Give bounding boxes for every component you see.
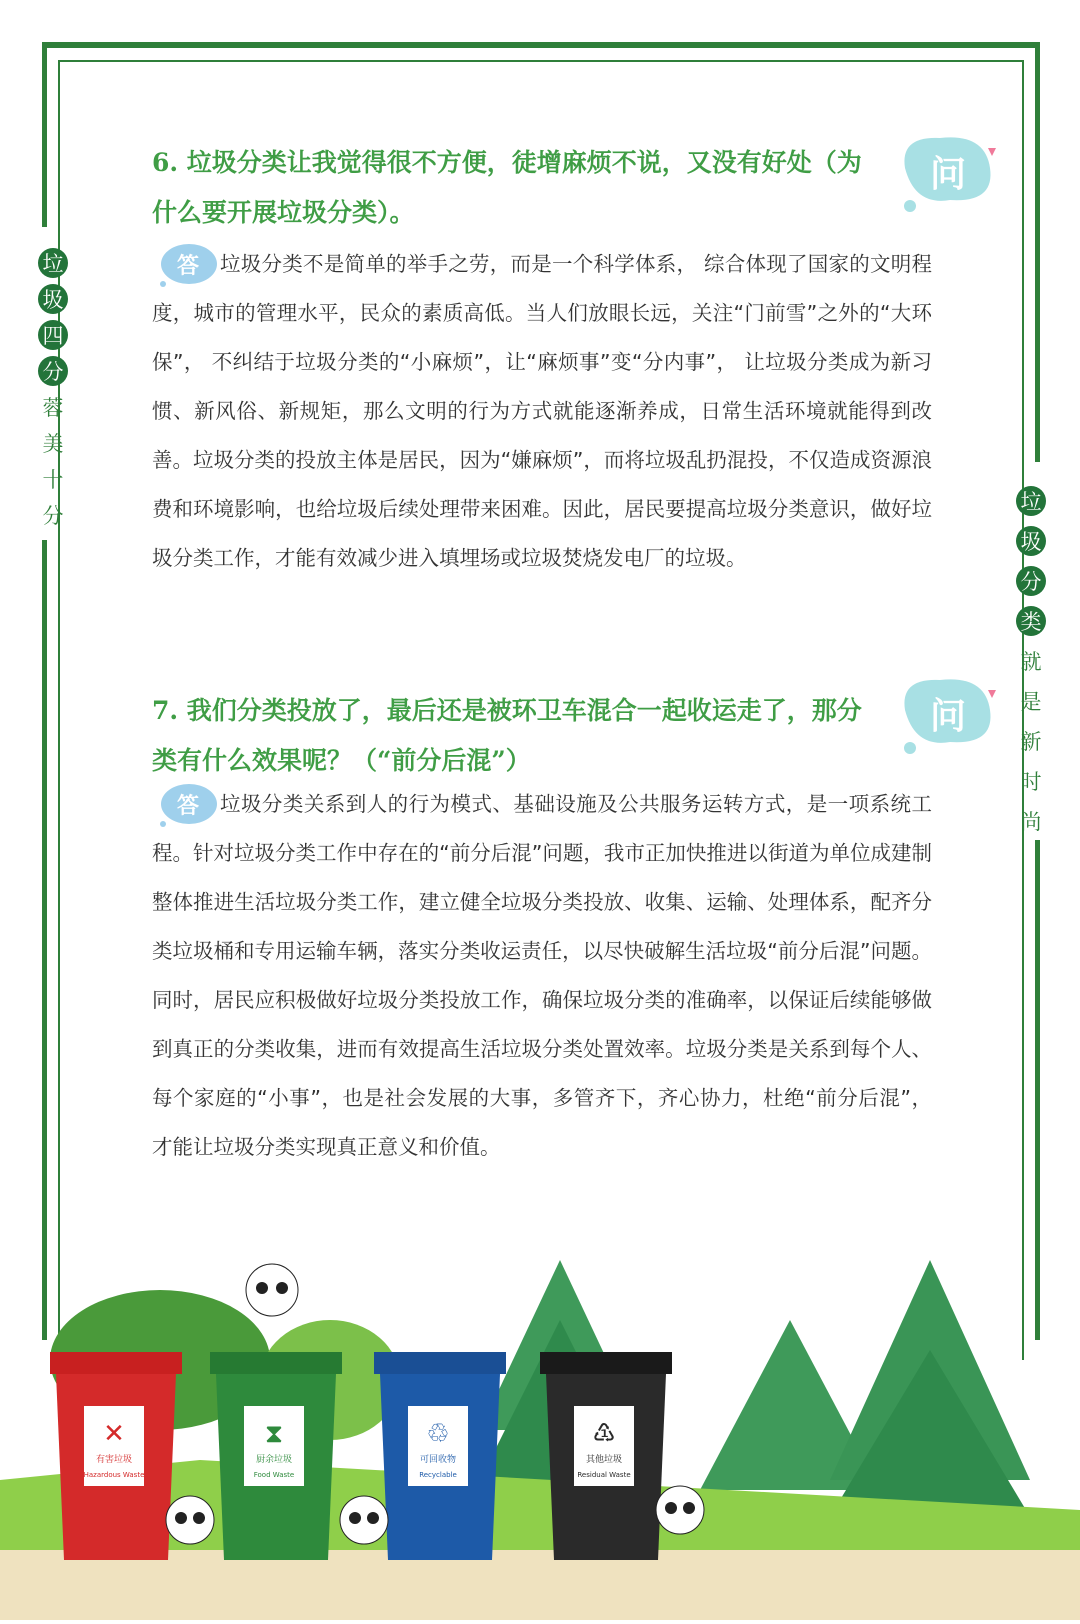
frame-inner-top [58,60,1024,62]
svg-text:✕: ✕ [103,1419,125,1449]
slogan-char: 蓉 [42,396,64,420]
question-badge-icon [890,128,1000,208]
bin-label-en: Food Waste [253,1471,295,1479]
bin-recyclable [374,1352,506,1560]
question-7: 7. 我们分类投放了，最后还是被环卫车混合一起收运走了，那分类有什么效果呢？（“前分后混”） [152,696,862,775]
garbage-bins-scene [0,1230,1080,1620]
svg-text:♲: ♲ [426,1419,450,1449]
slogan-char: 新 [1020,730,1042,754]
answer-6: 垃圾分类不是简单的举手之劳，而是一个科学体系， 综合体现了国家的文明程度，城市的管理水平，民众的素质高低。当人们放眼长远，关注“门前雪”之外的“大环保”， 不纠结于垃圾分类的“小麻烦”，让“麻烦事”变“分内事”， 让垃圾分类成为新习惯、新风俗、新规矩，那么文明的行为方式就能逐渐养成，日常生活环境就能得到改善。垃圾分类的投放主体是居民，因为“嫌麻烦”，而将垃圾乱扔混投，不仅造成资源浪费和环境影响，也给垃圾后续处理带来困难。因此，居民要提高垃圾分类意识，做好垃圾分类工作，才能有效减少进入填埋场或垃圾焚烧发电厂的垃圾。 [152,252,932,570]
frame-right-top [1035,42,1040,462]
slogan-char: 类 [1016,606,1046,636]
bin-label: 有害垃圾 [95,1455,133,1465]
slogan-char: 分 [42,504,64,528]
slogan-char: 就 [1020,650,1042,674]
badge-text: 问 [930,696,967,737]
frame-top [42,42,1040,48]
answer-7: 垃圾分类关系到人的行为模式、基础设施及公共服务运转方式，是一项系统工程。针对垃圾分类工作中存在的“前分后混”问题，我市正加快推进以街道为单位成建制整体推进生活垃圾分类工作，建立健全垃圾分类投放、收集、运输、处理体系，配齐分类垃圾桶和专用运输车辆，落实分类收运责任，以尽快破解生活垃圾“前分后混”问题。同时，居民应积极做好垃圾分类投放工作，确保垃圾分类的准确率，以保证后续能够做到真正的分类收集，进而有效提高生活垃圾分类处置效率。垃圾分类是关系到每个人、每个家庭的“小事”，也是社会发展的大事，多管齐下，齐心协力，杜绝“前分后混”，才能让垃圾分类实现真正意义和价值。 [152,792,932,1159]
svg-text:♳: ♳ [592,1419,616,1449]
bin-residual [540,1352,672,1560]
badge-text: 答 [177,794,200,819]
slogan-char: 分 [38,356,68,386]
slogan-char: 分 [1016,566,1046,596]
bin-label: 厨余垃圾 [255,1455,293,1465]
bin-label: 可回收物 [419,1455,457,1465]
bin-label: 其他垃圾 [585,1455,623,1465]
question-6: 6. 垃圾分类让我觉得很不方便，徒增麻烦不说，又没有好处（为什么要开展垃圾分类）。 [152,148,862,227]
slogan-char: 十 [42,468,64,492]
frame-left-top [42,42,47,227]
bin-label-en: Recyclable [419,1471,457,1479]
bin-label-en: Hazardous Waste [83,1471,145,1479]
svg-text:⧗: ⧗ [264,1419,284,1449]
badge-text: 答 [177,254,200,279]
slogan-char: 美 [42,432,64,456]
slogan-char: 圾 [1016,526,1046,556]
slogan-char: 四 [38,320,68,350]
slogan-char: 圾 [38,284,68,314]
question-badge-icon [890,670,1000,750]
side-slogan-left [38,248,68,530]
bin-food [210,1352,342,1560]
slogan-char: 尚 [1020,810,1042,834]
slogan-char: 垃 [1016,486,1046,516]
slogan-char: 时 [1020,770,1042,794]
slogan-char: 是 [1020,690,1042,714]
side-slogan-right [1016,486,1046,836]
bin-hazardous [50,1352,182,1560]
frame-left-bottom [42,540,47,1340]
slogan-char: 垃 [38,248,68,278]
badge-text: 问 [930,154,967,195]
bin-label-en: Residual Waste [577,1471,631,1479]
